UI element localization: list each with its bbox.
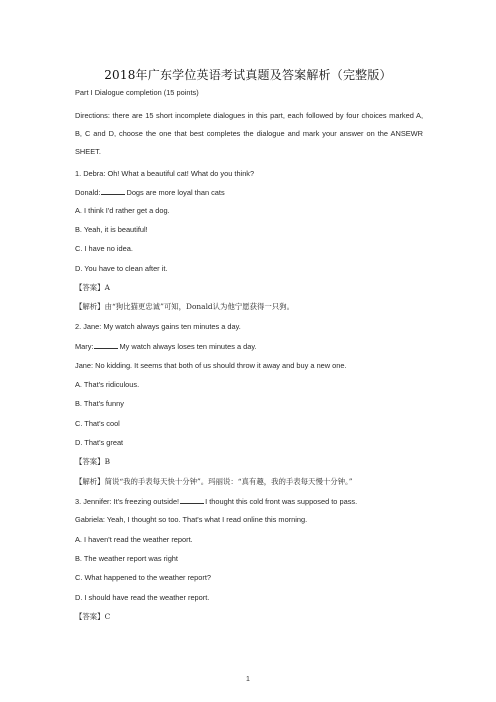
question-1-stem: 1. Debra: Oh! What a beautiful cat! What do you think? xyxy=(75,169,255,178)
question-2-reply xyxy=(75,341,257,352)
question-3-answer: 【答案】C xyxy=(75,612,111,621)
question-3-option-d: D. I should have read the weather report. xyxy=(75,593,210,602)
question-1-option-d: D. You have to clean after it. xyxy=(75,264,168,273)
question-1-option-c: C. I have no idea. xyxy=(75,244,133,253)
question-2-reply-text: My watch always loses ten minutes a day. xyxy=(119,342,257,351)
question-2-speaker: Mary: xyxy=(75,342,94,351)
question-2-option-a: A. That's ridiculous. xyxy=(75,380,140,389)
question-3-option-b: B. The weather report was right xyxy=(75,554,178,563)
question-1-analysis: 【解析】由“狗比猫更忠诚”可知，Donald认为他宁愿获得一只狗。 xyxy=(75,302,294,311)
question-3-stem xyxy=(75,496,357,507)
part-heading: Part I Dialogue completion (15 points) xyxy=(75,88,199,97)
question-2-option-d: D. That's great xyxy=(75,438,124,447)
answer-blank xyxy=(94,341,118,349)
question-1-reply-text: Dogs are more loyal than cats xyxy=(126,188,225,197)
question-1-reply xyxy=(75,187,225,198)
question-1-answer: 【答案】A xyxy=(75,283,110,292)
document-title: 2018年广东学位英语考试真题及答案解析（完整版） xyxy=(104,68,392,82)
question-2-option-b: B. That's funny xyxy=(75,399,124,408)
answer-blank xyxy=(180,496,204,504)
question-3-option-c: C. What happened to the weather report? xyxy=(75,573,211,582)
question-2-analysis: 【解析】简说“我的手表每天快十分钟”。玛丽说：“真有趣，我的手表每天慢十分钟。” xyxy=(75,477,353,486)
directions-paragraph: Directions: there are 15 short incomplete dialogues in this part, each followed by four choices marked A, B, C and D, choose the one that best completes the dialogue and mark your answer on the ANSEWR SHEET. xyxy=(75,111,423,156)
question-2-followup: Jane: No kidding. It seems that both of us should throw it away and buy a new one. xyxy=(75,361,347,370)
question-2-stem: 2. Jane: My watch always gains ten minutes a day. xyxy=(75,322,241,331)
question-3-reply: Gabriela: Yeah, I thought so too. That's what I read online this morning. xyxy=(75,515,308,524)
page-number: 1 xyxy=(246,676,250,683)
question-1-option-b: B. Yeah, it is beautiful! xyxy=(75,225,148,234)
answer-blank xyxy=(101,187,125,195)
question-3-stem-rest: I thought this cold front was supposed to pass. xyxy=(205,497,358,506)
question-2-answer: 【答案】B xyxy=(75,457,110,466)
question-3-option-a: A. I haven't read the weather report. xyxy=(75,535,193,544)
question-2-option-c: C. That's cool xyxy=(75,419,120,428)
question-3-stem-start: 3. Jennifer: It's freezing outside! xyxy=(75,497,180,506)
question-1-speaker: Donald: xyxy=(75,188,101,197)
question-1-option-a: A. I think I'd rather get a dog. xyxy=(75,206,170,215)
